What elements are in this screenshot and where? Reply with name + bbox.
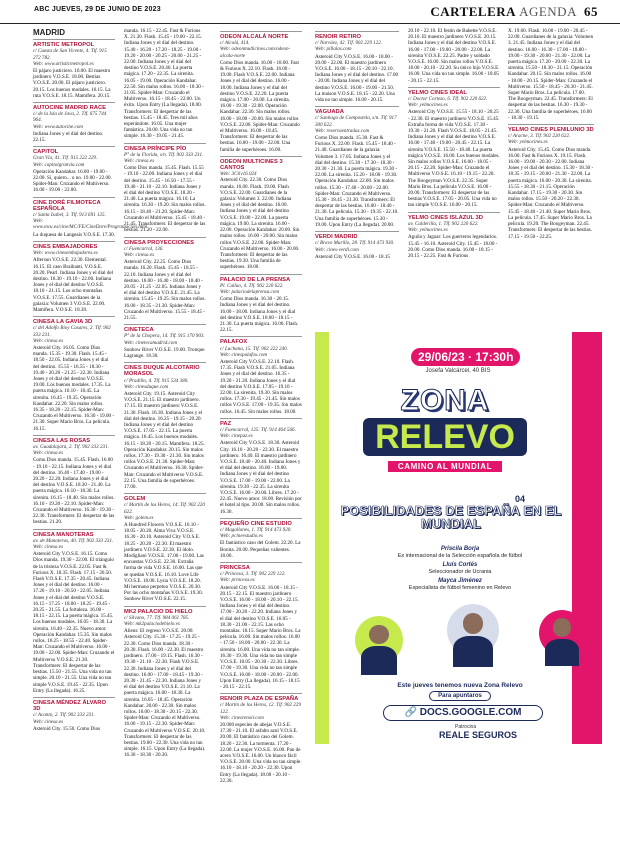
film-schedule: Aftersun V.O.S.E. 22.30. Elemental. 16.15. El caso Braibanti. V.O.S.E. 20.20. Pearl. Indiana Jones y el dial del destino. 16.30 - 19.10 - 22.00. Indiana Jones y el dial del destino V.O.S.E. 18.10 - 21.15. Los ocho montañas V.O.S.E. 17.55. Guardianes de la galaxia: Volumen 3 V.O.S.E. 22.00. Mamífera. V.O.S.E. 18.30. xyxy=(33,257,114,313)
cinema-address: c/ Aracne, 3. Tlf. 902 220 622. xyxy=(508,133,571,140)
cinema-name: YELMO CINES PLENILUNIO 3D xyxy=(508,124,594,133)
cinema-website: Web: mk2palaciodehielo.es xyxy=(124,621,180,628)
listing-column-5 xyxy=(408,28,500,328)
ad-title xyxy=(325,384,565,474)
film-schedule: Indiana Jones y el dial del destino. 22.15. xyxy=(33,130,104,144)
film-schedule: Asteroid City V.O.S.E. 22.10. Flash. 17.35. Flash V.O.S.E. 21.05. Indiana Jones y el dial del destino. 16.35 - 19.20 - 21.20. Indiana Jones y el dial del destino V.O.S.E. 17.05 - 19.10 - 22.00. La sirenita. 19.30. Sin malos rollos. 17.30 - 19.45 - 21.45. Sin malos rollos V.O.S.E. 17.00 - 19.35. Sin malos rollos. 16.45. Sin malos rollos. 18.00. xyxy=(220,358,302,415)
cinema-address: av. Calderilla, 1. Tlf. 902 220 622. xyxy=(408,220,479,227)
cinema-name: AUTOCINE MADRID RACE xyxy=(33,102,115,111)
film-schedule: Asteroid City V.O.S.E. 18.30. Asteroid City. 16.10 - 20.20 - 22.30. El maestro jardinero. 16.40. El maestro jardinero V.O.S.E. 18.40 - 20.40. Indiana Jones y el dial del destino. 16.00 - 19.00. Indiana Jones y el dial del destino V.O.S.E. 17.00 - 19.00 - 22.00. La sirenita. 19.30 - 22.35. La sirenita V.O.S.E. 16.00 - 20.00. Libres. 17.20 - 22.45. Nuevo amor. 18.00. Revisión por el hotel al tipo. 20.00. Sin malos rollos. 16.30. xyxy=(220,440,302,515)
ad-signup-link[interactable]: 🔗 DOCS.GOOGLE.COM xyxy=(383,705,543,721)
film-schedule: Asteroid City. 15.45. Como Dios manda. 16.00. Fast & Furious X. 19.15. Flash. 16.00 - 19.00 - 20.30 - 22.00. Indiana Jones y el dial del destino. 15.30 - 18.30 - 18.35 - 19.15 - 20.00 - 21.30 - 22.00. La puerta mágica. 16.00 - 20.30. La sirenita. 15.55 - 18.30 - 21.15. Operación Kandahar. 17.15 - 19.30 - 20.30. Sin malos rollos. 15.50 - 20.20 - 22.30. Spider-Man: Cruzando el Multiverso. 15.45 - 18.40 - 21.40. Super Mario Bros. La película. 17.45. Super Mario Bros. La película. 19.20. The Boogeyman. 22.45. Transformers: El despertar de las bestias. 17.15 - 19.50 - 22.25. xyxy=(508,146,594,240)
ad-cta-text: Este jueves tenemos nueva Zona Relevo xyxy=(397,682,523,689)
speaker-name: Mayca Jiménez xyxy=(438,578,482,584)
cinema-website: Web: palaciodelaprensa.com xyxy=(220,288,280,295)
film-schedule: A Hundred Flowers V.O.S.E. 16.10 - 18.05 - 20.20. Alma Viva V.O.S.E. 16.30 - 20.10. Asteroid City V.O.S.E. 18.25 - 20.20 - 22.30. El maestro jardinero V.O.S.E. 22.30. El ídolo. Modigliani V.O.S.E. 17.00 - 19.00. Las encuestas V.O.S.E. 22.30. Extraña forma de vida V.O.S.E. 16.00. Las que se quedan V.O.S.E. 16.10. Love Life V.O.S.E. 18.00. Lysia V.O.S.E. 18.20. Mi hermano perpetuo V.O.S.E. 20.30. Por las ocho montañas V.O.S.E. 19.30. Sunbow River V.O.S.E. 22.15. xyxy=(124,522,204,603)
film-schedule: Como Dios manda. 15.45. Flash. 16.00 - 19.10 - 22.15. Indiana Jones y el dial del destino. 16.40 - 17.40 - 19.00 - 20.20 - 22.20. Indiana Jones y el dial del destino V.O.S.E. 18.30 - 21.40. La puerta mágica. 16.10 - 18.30. La sirenita. 16.15 - 18.40. Sin malos rollos. 16.10 - 19.20 - 22.10. Spider-Man: Cruzando el Multiverso. 16.30 - 19.30 - 22.30. Transformers: El despertar de las bestias. 21.20. xyxy=(33,457,115,526)
ad-call-to-action xyxy=(385,682,535,701)
film-schedule: X. 19.00. Flash. 16.00 - 19.00 - 20.45 - 22.00. Guardianes de la galaxia: Volumen 3. 21.45. Indiana Jones y el dial del destino. 16.00 - 16.30 - 17.00 - 18.00 - 19.00 - 19.30 - 20.00 - 21.30 - 22.00. La puerta mágica. 17.20 - 20.00 - 22.30. La sirenita. 15.50 - 18.30 - 21.15. Operación Kandahar. 20.15. Sin malos rollos. 16.00 - 18.00 - 20.15. Spider-Man: Cruzando el Multiverso. 15.50 - 18.45 - 20.30 - 21.45. Super Mario Bros. La película. 17.00. The Boogeyman. 22.45. Transformers: El despertar de las bestias. 16.30 - 19.30 - 22.30. Una familia de superhéroes. 16.00 - 18.30 - 19.15. xyxy=(508,28,594,121)
cinema-address: Web: 3Ctiv16.024 xyxy=(220,171,257,178)
film-schedule: Asteroid City V.O.S.E. 16.00 - 18.15 - 20.15 - 22.15. El maestro jardinero V.O.S.E. 16.00 - 18.00 - 20.10 - 22.15. Indiana Jones y el dial del destino. 17.00 - 20.20 - 22.20. Indiana Jones y el dial del destino V.O.S.E. 16.05 - 18.30 - 21.00 - 22.15. Las ocho montañas. 18.15. Super Mario Bros. La película. 16.00. Sin malos rollos. 16.00 - 17.50 - 18.00 - 20.00 - 22.30. La sirenita. 16.00. Una vida no tan simple. 16.30 - 19.30. Una vida no tan simple V.O.S.E. 18.05 - 20.30 - 22.30. Libres. 17.00 - 19.30. Una vida no tan simple V.O.S.E. 16.00 - 18.00 - 20.00 - 22.00. Upon Entry (La llegada). 16.15 - 18.15 - 20.15 - 22.15. xyxy=(220,584,301,690)
cinema-website: Web: capitolgranvia.com xyxy=(33,161,85,168)
film-schedule: Asteroid City. 22.30. Como Dios manda. 16.00. Flash. 19.00. Flash V.O.S.E. 22.00. Guardianes de la galaxia: Volumen 3. 22.00. Indiana Jones y el dial del destino. 16.00. Indiana Jones y el dial del destino V.O.S.E. 19.00 - 22.00. La puerta mágica. 19.00. La sirenita. 16.00 - 22.00. Operación Kandahar. 20.00. Sin malos rollos. 16.00 - 20.00. Sin malos rollos V.O.S.E. 22.00. Spider-Man: Cruzando el Multiverso. 16.00 - 20.00. Transformers: El despertar de las bestias. 19.30. Una familia de superhéroes. 18.00. xyxy=(220,177,300,271)
ad-sponsor-label: Patrocina xyxy=(455,724,477,730)
cinema-website: Web: cinesa.es xyxy=(33,544,64,551)
cinema-address: c/ Bravo Murillo, 28. Tlf. 914 473 930. xyxy=(315,240,395,247)
cinema-website: Web: www.artisticmetropol.es xyxy=(33,60,94,67)
film-schedule: Asteroid City V.O.S.E. 16.00 - 18.15 xyxy=(315,253,390,260)
cinema-address: c/ Fuencarral, 125. Tlf. 914 464 566. xyxy=(220,426,296,433)
ad-speakers xyxy=(335,546,585,594)
cinema-website: Web: yelmocines.es xyxy=(408,102,448,109)
cinema-address: c/ Silvano, 77. Tlf. 984 061 785. xyxy=(124,614,190,621)
cinema-name: GOLEM xyxy=(124,493,206,502)
cinema-address: c/ Martín de los Heros, 14. Tlf. 902 220 622. xyxy=(124,502,205,515)
cinema-name: CINESA PROYECCIONES xyxy=(124,237,206,246)
film-schedule: La duquesa de Langeais V.O.S.E. 17.30. xyxy=(33,231,116,238)
cinema-website: Web: yelmocines.es xyxy=(408,227,448,234)
cinema-website: Web: cinesa.es xyxy=(124,158,155,165)
header-date: ABC JUEVES, 29 DE JUNIO DE 2023 xyxy=(34,6,161,13)
cinema-website: Web: cines-verdi.com xyxy=(315,246,359,253)
cinema-name: MK2 PALACIO DE HIELO xyxy=(124,606,206,615)
subsection-title: AGENDA xyxy=(519,4,577,19)
film-schedule: Como Dios manda. 15.30. Fast & Furious X. 22.00. Flash. 15.45 - 18.40 - 21.40. Guardianes de la galaxia: Volumen 3. 17.05. Indiana Jones y el dial del destino. 15.30 - 17.30 - 18.30 - 20.30 - 21.30. La puerta mágica. 19.30 - 22.00. La sirenita. 15.20 - 18.00 - 19.30. Operación Kandahar. 22.00. Sin malos rollos. 15.30 - 17.40 - 20.00 - 22.00. Spider-Man: Cruzando el Multiverso. 15.30 - 18.45 - 21.30. Transformers: El despertar de las bestias. 16.00 - 18.40 - 21.30. La película. 15.30 - 19.35 - 22.10. Una familia de superhéroes. 15.30 - 19.00. Upon Entry (La llegada). 20.00. xyxy=(315,135,399,228)
film-schedule: Sunbow River V.O.S.E. 19.00. Tronque Lagrange. 18.30. xyxy=(124,346,205,359)
page-header xyxy=(0,0,620,24)
cinema-name: ODEON MULTICINES 3 CANTOS xyxy=(220,156,302,171)
cinema-name: ARTISTIC METROPOL xyxy=(33,39,115,48)
cinema-website: Web: reservaentradas.com xyxy=(315,127,370,134)
page-number: 65 xyxy=(584,4,598,19)
cinema-name: CINE DORÉ FILMOTECA ESPAÑOLA xyxy=(33,197,115,212)
speaker-name: Lluís Cortés xyxy=(442,562,478,568)
speaker-photo xyxy=(355,616,403,664)
cinema-name: RENOIR RETIRO xyxy=(315,31,399,40)
cinema-address: c/ Acanto, 2. Tlf. 902 333 231. xyxy=(33,712,95,719)
cinema-name: PRINCESA xyxy=(220,562,302,571)
cinema-website: Web: cinetecamadrid.com xyxy=(124,339,177,346)
cinema-address: av. de Manoteras, 40. Tlf. 902 333 231. xyxy=(33,537,114,544)
ad-signup-button[interactable]: Para apuntaros xyxy=(429,691,491,701)
film-schedule: Asteroid City V.O.S.E. 16.00 - 18.00 - 20.00 - 22.00. El maestro jardinero V.O.S.E. 16.00 - 18.15 - 20.10 - 22.10. Indiana Jones y el dial del destino. 17.00 - 20.00. Indiana Jones y el dial del destino V.O.S.E. 16.00 - 19.00 - 21.50. La maison V.O.S.E. 18.15 - 22.20. Una vida no tan simple. 16.00 - 20.15. xyxy=(315,53,399,104)
ad-header xyxy=(333,346,583,382)
cinema-address: c/ Doctor Cortezo, 6. Tlf. 902 220 622. xyxy=(408,96,488,103)
cinema-name: PALAFOX xyxy=(220,336,302,345)
film-schedule: 20.10 - 22.10. El festín de Babette V.O.S.E. 20.10. El maestro jardinero V.O.S.E. 20.15. Indiana Jones y el dial del destino V.O.S.E. 16.00 - 17.00 - 19.00 - 20.00 - 22.00. La sirenita V.O.S.E. 22.25. Padre y soldado V.O.S.E. 16.00. Sin malos rollos V.O.S.E. 18.00 - 20.10 - 22.20. Su único hijo V.O.S.E. 16.00. Una vida no tan simple. 16.00 - 18.05 - 20.15 - 22.15. xyxy=(408,28,500,84)
cinema-address: c/ Alcalá, 414. xyxy=(220,40,250,47)
cinema-name: ODEON ALCALÁ NORTE xyxy=(220,31,302,40)
listing-column-6 xyxy=(508,28,594,328)
speaker-photo xyxy=(447,604,499,656)
ad-tagline: CAMINO AL MUNDIAL xyxy=(388,461,502,472)
cinema-website: Web: cinepaz.es xyxy=(220,433,253,440)
city-heading: MADRID xyxy=(33,28,65,37)
ad-subtitle: POSIBILIDADES DE ESPAÑA EN EL MUNDIAL xyxy=(340,503,562,531)
cinema-name: CINESA PRÍNCIPE PÍO xyxy=(124,143,206,152)
cinema-address: Gran Vía, 41. Tlf. 915 222 229. xyxy=(33,155,98,162)
cinema-website: Web: cinesa.es xyxy=(33,337,64,344)
cinema-address: c/ Pradillo, 4. Tlf. 915 534 380. xyxy=(124,377,189,384)
speaker-name: Priscila Borja xyxy=(440,546,480,552)
cinema-website: Web: www.cinesembajadores.es xyxy=(33,250,98,257)
film-schedule: 20.000 especies de abejas V.O.S.E. 17.30 - 21.10. El asfalto azul V.O.S.E. 20.00. El fantástico caso del Golem. 18.20 - 22.30. La tormenta. 17.20 - 22.00. La mujer V.O.S.E. 16.00. Pan de acero V.O.S.E. 16.00. Un blanco fácil V.O.S.E. 20.00. Una vida no tan simple. 16.10 - 18.10 - 20.20 - 22.30. Upon Entry (La llegada). 18.00 - 20.10 - 22.30. xyxy=(220,721,302,784)
speaker-role: Especialista de fútbol femenino en Relevo xyxy=(408,584,512,591)
cinema-address: c/ Narváez, 42. Tlf. 902 229 122. xyxy=(315,40,383,47)
ad-pink-band xyxy=(572,332,602,744)
cinema-website: Web: cinesa.es xyxy=(33,450,64,457)
cinema-address: c/ Santa Isabel, 3. Tlf. 913 691 125. xyxy=(33,212,106,219)
film-schedule: Asteroid City. 15.50. Como Dios xyxy=(33,725,101,732)
film-schedule: Asteroid City. 22.25. Como Dios manda. 16.20. Flash. 15.45 - 18.55 - 22.10. Indiana Jones y el dial del destino. 16.00 - 16.40 - 18.00 - 18.40 - 20.05 - 21.25 - 22.05. Indiana Jones y el dial del destino V.O.S.E. 21.45. La sirenita. 15.45 - 19.25. Sin malos rollos. 16.00 - 18.35 - 21.30. Spider-Man: Cruzando el Multiverso. 15.55 - 18.45 - 21.55. xyxy=(124,259,206,321)
cinema-name: CINES EMBAJADORES xyxy=(33,241,115,250)
speaker-role: Seleccionador de Ucrania xyxy=(428,568,492,575)
ad-episode-number: 04 xyxy=(515,494,526,504)
film-schedule: Asteroid City V.O.S.E. 15.55 - 18.10 - 20.25 - 22.30. El maestro jardinero V.O.S.E. 15.45. Extraña forma de vida V.O.S.E. 17.30 - 19.30 - 21.20. Flash V.O.S.E. 18.05 - 21.45. Indiana Jones y el dial del destino V.O.S.E. 16.00 - 17.40 - 19.00 - 20.45 - 22.15. La sirenita V.O.S.E. 15.50 - 18.40. La puerta mágica V.O.S.E. 16.00. Los buenos modales. Sin malos rollos V.O.S.E. 16.00 - 18.05 - 20.15 - 22.20. Spider-Man: Cruzando el Multiverso V.O.S.E. 16.10 - 19.15 - 22.20. The Boogeyman V.O.S.E. 22.35. Super Mario Bros. La película V.O.S.E. 16.00 - 20.00. Transformers: El despertar de las bestias V.O.S.E. 17.05 - 20.05. Una vida no tan simple V.O.S.E. 16.00 - 20.15. xyxy=(408,109,500,209)
header-section xyxy=(430,4,598,20)
cinema-website: Web: princesa.es xyxy=(220,577,255,584)
ad-address: Josefa Valcárcel, 40 BIS xyxy=(425,368,491,374)
cinema-name: CINESA MÉNDEZ ÁLVARO 3D xyxy=(33,697,115,712)
cinema-website: Web: cinesduque.com xyxy=(124,383,169,390)
cinema-address: c/ del Adolfo Bioy Casares, 2. Tlf. 902 333 231. xyxy=(33,325,111,338)
cinema-address: P° de la Chopera, 14. Tlf. 915 170 903. xyxy=(124,333,205,340)
cinema-address: P° de la Florida, s/n. Tlf. 902 333 231. xyxy=(124,151,204,158)
cinema-website: Web: pillalas.com xyxy=(315,46,352,53)
cinema-address: c/ Santiago de Compostela, s/n. Tlf. 917 300 622. xyxy=(315,115,397,128)
ad-title-zona: ZONA xyxy=(400,384,490,417)
zona-relevo-advert xyxy=(315,332,602,744)
ad-title-relevo: RELEVO xyxy=(363,418,527,456)
cinema-name: CINES DUQUE ALCOTARIO MORASOL xyxy=(124,362,206,377)
cinema-address: c/ Martín de los Heros, 12. Tlf. 902 229 122. xyxy=(220,702,301,715)
cinema-name: VERDI MADRID xyxy=(315,231,399,240)
listing-column-4 xyxy=(315,28,399,328)
film-schedule: Como Dios manda. 15.45. Flash. 15.55 - 19.10 - 22.00. Indiana Jones y el dial del destino. 15.45 - 16.50 - 17.55 - 19.40 - 21.10 - 22.10. Indiana Jones y el dial del destino V.O.S.E. 18.20 - 21.40. La puerta mágica. 16.10. La sirenita. 16.30 - 19.20. Sin malos rollos. 16.15 - 18.40 - 21.20. Spider-Man: Cruzando el Multiverso. 15.45 - 18.40 - 21.45. Transformers: El despertar de las bestias. 21.20 - 22.00. xyxy=(124,165,206,234)
cinema-website: Web: cinesrenoir.com xyxy=(220,714,264,721)
cinema-address: Pl. Callao, 4. Tlf. 902 220 622. xyxy=(220,282,284,289)
cinema-website: Web: odeonmulticines.com/odeon-alcala-norte xyxy=(220,46,291,59)
film-schedule: El fantástico caso del Golem. 22.20. La Bonita. 20.00. Pequeñas valientes. 18.00. xyxy=(220,540,301,559)
cinema-name: VAGUADA xyxy=(315,106,399,115)
ad-date: 29/06/23 · 17:30h xyxy=(411,348,520,366)
speaker-role: Ex internacional de la Selección española de fútbol xyxy=(397,552,523,559)
section-title: CARTELERA xyxy=(430,4,517,19)
cinema-address: c/ Luchana, 15. Tlf. 902 222 240. xyxy=(220,345,288,352)
ad-link-text: DOCS.GOOGLE.COM xyxy=(419,707,522,718)
cinema-name: PALACIO DE LA PRENSA xyxy=(220,274,302,283)
cinema-website: Web: cinesa.es xyxy=(124,251,155,258)
film-schedule: Asteroid City. 16.05. Como Dios manda. 15.35 - 19.30. Flash. 15.45 - 18.50 - 22.05. Indiana Jones y el dial del destino. 15.55 - 16.55 - 18.30 - 19.40 - 20.20 - 21.25 - 22.30. Indiana Jones y el dial del destino V.O.S.E. 19.00. Los buenos modales. 17.35. La puerta mágica. 16.10 - 18.45. La sirenita. 16.45 - 19.35. Operación Kandahar. 22.20. Sin malos rollos. 16.35 - 18.20 - 22.15. Spider-Man: Cruzando el Multiverso. 16.30 - 19.00 - 21.30. Super Mario Bros. La película. 16.15. xyxy=(33,344,115,432)
cinema-name: CAPITOL xyxy=(33,146,115,155)
cinema-website: Web: yelmocines.es xyxy=(508,139,548,146)
cinema-address: c/ Magallanes, 1. Tlf. 914 473 920. xyxy=(220,527,292,534)
cinema-name: PAZ xyxy=(220,418,302,427)
cinema-website: Web: www.autocine.com xyxy=(33,123,83,130)
cinema-website: Web: pcineestudio.es xyxy=(220,533,263,540)
cinema-name: YELMO CINES ISLAZUL 3D xyxy=(408,212,500,221)
film-schedule: Como Dios manda. 16.00 - 18.00. Fast & Furious X. 22.10. Flash. 16.00 - 19.00. Flash V.O.S.E. 22.00. Indiana Jones y el dial del destino. 16.00 - 18.00. Indiana Jones y el dial del destino V.O.S.E. 22.20. La puerta mágica. 17.00 - 20.00. La sirenita. 16.00 - 19.30 - 22.00. Operación Kandahar. 22.30. Sin malos rollos. 16.00 - 18.00 - 20.00. Sin malos rollos V.O.S.E. 22.00. Spider-Man: Cruzando el Multiverso. 16.00 - 18.45. Transformers: El despertar de las bestias. 16.00 - 19.00 - 22.00. Una familia de superhéroes. 16.00. xyxy=(220,59,300,153)
cinema-name: CINESA LAS ROSAS xyxy=(33,435,115,444)
film-schedule: Asteroid City V.O.S.E. 16.15. Como Dios manda. 19.30 - 22.00. El triángulo de la tristeza V.O.S.E. 22.05. Fast & Furious X. 18.35. Flash. 17.15 - 20.50. Flash V.O.S.E. 17.35 - 20.45. Indiana Jones y el dial del destino. 16.00 - 17.20 - 19.10 - 20.50 - 22.05. Indiana Jones y el dial del destino V.O.S.E. 16.15 - 17.25 - 18.00 - 18.25 - 19.45 - 20.25 - 21.55. La fortaleza. 16.00 - 18.15 - 22.15. La puerta mágica. 15.45. Los buenos modales. 16.05 - 18.30. La sirenita. 16.40 - 22.35. Nuevo amor. Operación Kandahar. 15.35. Sin malos rollos. 16.25 - 18.55 - 22.40. Spider-Man: Cruzando el Multiverso. 16.00 - 19.00 - 22.00. Spider-Man: Cruzando el Multiverso V.O.S.E. 21.30. Transformers: El despertar de las bestias. 15.50 - 21.55. Una vida no tan simple. 20.10 - 21.55. Una vida no tan simple V.O.S.E. 19.45 - 22.35. Upon Entry (La llegada). 16.25. xyxy=(33,551,115,694)
listing-column-3 xyxy=(220,28,302,836)
speaker-photo xyxy=(539,610,585,656)
film-schedule: Como Dios manda. 16.30 - 20.15. Indiana Jones y el dial del destino. 16.00 - 18.00. Indiana Jones y el dial del destino V.O.S.E. 18.00 - 18.15 - 21.30. La puerta mágica. 16.00. Flash. 22.15. xyxy=(220,296,299,334)
cinema-address: c/ de la Isla de Java, 2. Tlf. 675 744 964. xyxy=(33,111,107,124)
film-schedule: Aliens: El regreso V.O.S.E. 20.00. Asteroid City. 15.30 - 17.25 - 19.25 - 22.30. Como Dios manda. 18.30 - 20.30. Flash. 16.00 - 22.30. El maestro jardinero. 17.00 - 19.15. Flash. 16.30 - 19.30 - 21.10 - 22.30. Flash V.O.S.E. 22.30. Indiana Jones y el dial del destino. 16.00 - 17.00 - 18.45 - 19.30 - 20.30 - 21.45 - 22.30. Indiana Jones y el dial del destino V.O.S.E. 21.10. La puerta mágica. 16.00 - 18.30. La sirenita. 16.05 - 18.45. Operación Kandahar. 20.00 - 22.30. Sin malos rollos. 16.00 - 18.30 - 20.15 - 22.30. Spider-Man: Cruzando el Multiverso. 16.00 - 19.15 - 22.30. Spider-Man: Cruzando el Multiverso V.O.S.E. 20.10. Transformers: El despertar de las bestias. 19.00 - 22.30. Una vida no tan simple. 16.15. Upon Entry (La llegada). 16.30 - 18.30 - 20.30. xyxy=(124,628,206,759)
cinema-name: CINETECA xyxy=(124,324,206,333)
cinema-name: YELMO CINES IDEAL xyxy=(408,87,500,96)
cinema-address: av. Guadalajara, 2. Tlf. 902 333 231. xyxy=(33,443,109,450)
cinema-name: CINESA MANOTERAS xyxy=(33,529,115,538)
cinema-name: RENOIR PLAZA DE ESPAÑA xyxy=(220,693,302,702)
cinema-address: c/ Fuencarral, 136. xyxy=(124,245,164,252)
ad-speaker-photos xyxy=(355,604,585,674)
film-schedule: manda. 16.15 - 22.45. Fast & Furious X. 21.30. Flash. 15.45 - 19.00 - 22.15. Indiana Jones y el dial del destino. 15.40 - 16.20 - 17.20 - 18.25 - 19.00 - 19.20 - 20.00 - 20.25 - 20.00 - 21.25 - 22.00. Indiana Jones y el dial del destino V.O.S.E. 20.40. La puerta mágica. 17.20 - 22.35. La sirenita. 16.05 - 19.00. Operación Kandahar. 22.50. Sin malos rollos. 16.00 - 18.30 - 21.05. Spider-Man: Cruzando el Multiverso. 16.15 - 18.45 - 22.00. Un éxito. Upon Entry (La llegada). 18.00. Transformers: El despertar de las bestias. 15.45 - 18.45. Tres mil años esperándote. 16.05. Una mujer fantástica. 20.00. Una vida no tan simple. 16.30 - 19.05 - 21.45. xyxy=(124,28,204,140)
cinema-website: Web: golem.es xyxy=(124,514,154,521)
cinema-name: CINESA LA GAVIA 3D xyxy=(33,316,115,325)
cinema-website: Web: cinesa.es xyxy=(33,718,64,725)
film-schedule: Operación Kandahar. 16.00 - 19.00 - 22.00. Sí, quiero... o no. 19.00 - 22.00. Spider-Man: Cruzando el Multiverso. 16.00 - 19.00 - 22.00. xyxy=(33,168,112,194)
cinema-website: Web: www.mcu.es/cine/MC/FE/CineDore/Programacion.html xyxy=(33,218,148,231)
cinema-name: PEQUEÑO CINE ESTUDIO xyxy=(220,518,302,527)
cinema-address: c/ Princesa, 3. Tlf. 902 229 122. xyxy=(220,571,286,578)
film-schedule: Asteroid City. 19.15. Asteroid City V.O.S.E. 21.15. El maestro jardinero. 17.15. El maestro jardinero V.O.S.E. 21.30. Flash. 16.30. Indiana Jones y el dial del destino. 16.25 - 19.15 - 20.20. Indiana Jones y el dial del destino V.O.S.E. 17.05 - 22.15. La puerta mágica. 16.45. Los buenos modales. 16.15 - 18.20 - 20.15. Mamífera. 18.25. Operación Kandahar. 20.15. Sin malos rollos. 17.30 - 19.30 - 21.30. Sin malos rollos V.O.S.E. 21.30. Spider-Man: Cruzando el Multiverso. 16.30. Spider-Man: Cruzando el Multiverso V.O.S.E. 22.15. Una familia de superhéroes. 17.00. xyxy=(124,390,205,491)
ad-sponsor-logo: REALE SEGUROS xyxy=(439,730,518,740)
cinema-address: c/ Cuesta de San Vicente, 4. Tlf. 915 272 782. xyxy=(33,48,107,61)
film-schedule: El pájaro justiciero. 16.00. El maestro jardinero V.O.S.E. 18.00. Bestias V.O.S.E. 20.00. El pájaro justiciero. 20.15. Los buenos modales. 16.15. La ruta V.O.S.E. 18.15. Mamífera. 20.15. xyxy=(33,68,111,99)
listing-column-2 xyxy=(124,28,206,836)
film-schedule: Aguila y Jaguar: Los guerreros legendarios. 15.45 - 16.10. Asteroid City. 15.45 - 18.00 - 20.00. Como Dios manda. 16.00 - 18.15 - 20.15 - 22.25. Fast & Furious xyxy=(408,234,498,259)
cinema-website: Web: cinespalafox.com xyxy=(220,351,268,358)
